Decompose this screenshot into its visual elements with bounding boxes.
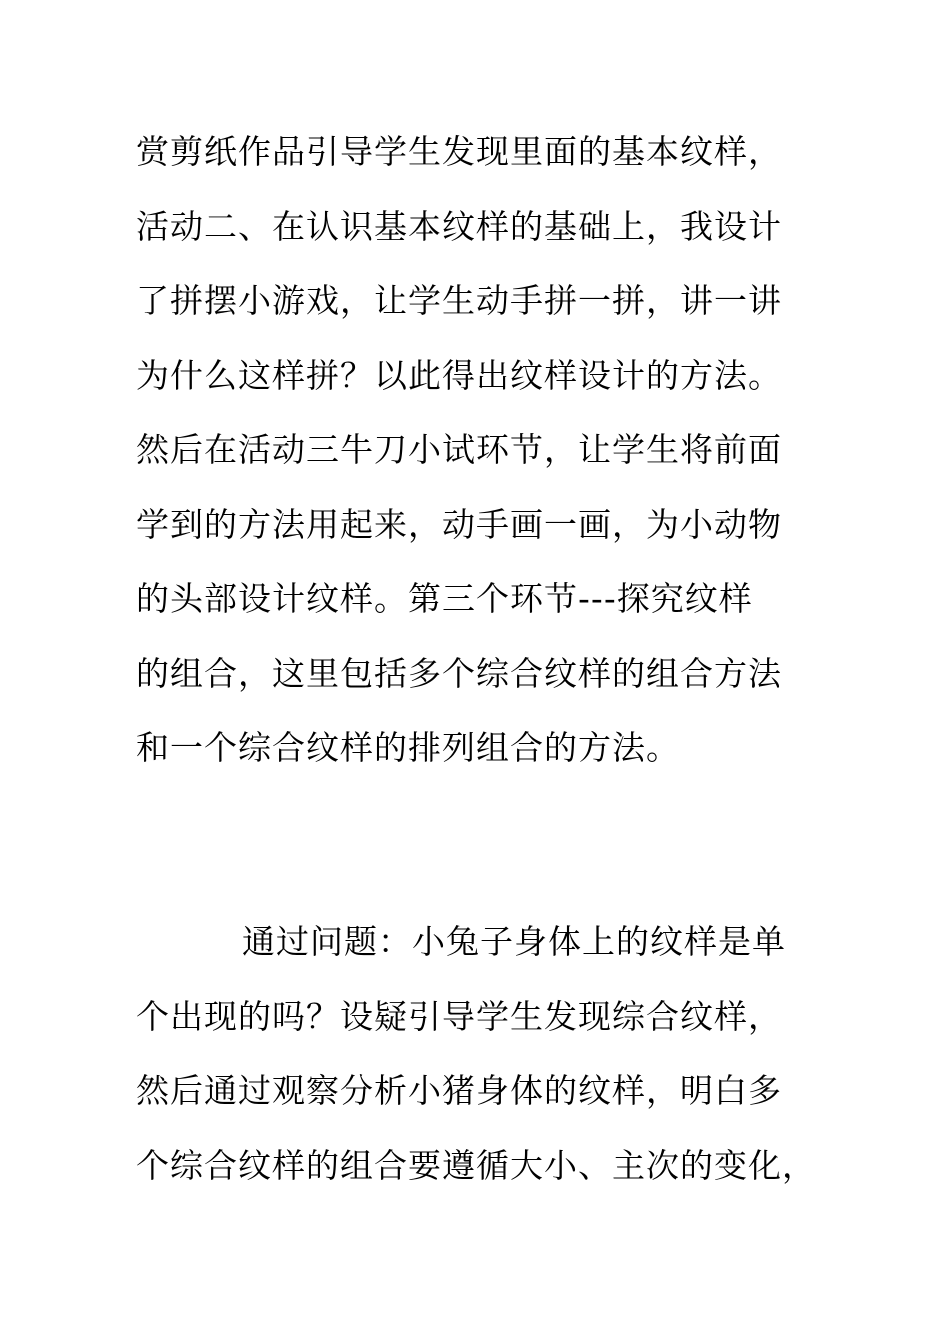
text-line: 然后通过观察分析小猪身体的纹样，明白多	[136, 1071, 782, 1110]
paragraph-2	[136, 918, 836, 1216]
text-line: 赏剪纸作品引导学生发现里面的基本纹样，	[136, 132, 782, 171]
text-line: 了拼摆小游戏，让学生动手拼一拼，讲一讲	[136, 281, 782, 320]
text-line: 活动二、在认识基本纹样的基础上，我设计	[136, 206, 782, 246]
text-line: 为什么这样拼？以此得出纹样设计的方法。	[136, 355, 782, 395]
text-line-indented: 通过问题：小兔子身体上的纹样是单	[242, 922, 786, 961]
paragraph-1	[136, 128, 836, 799]
text-line: 和一个综合纹样的排列组合的方法。	[136, 728, 680, 767]
text-line: 个出现的吗？设疑引导学生发现综合纹样，	[136, 996, 782, 1036]
text-line: 的组合，这里包括多个综合纹样的组合方法	[136, 653, 782, 693]
text-line: 然后在活动三牛刀小试环节，让学生将前面	[136, 430, 782, 469]
text-line: 个综合纹样的组合要遵循大小、主次的变化，	[136, 1145, 816, 1185]
text-line: 学到的方法用起来，动手画一画，为小动物	[136, 504, 782, 544]
text-line: 的头部设计纹样。第三个环节---探究纹样	[136, 579, 753, 618]
